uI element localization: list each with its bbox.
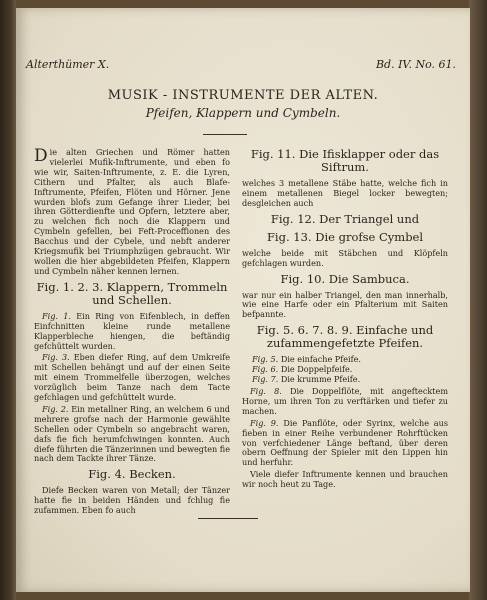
fig4-paragraph: Diefe Becken waren von Metall; der Tänzer hatte fie in beiden Händen und fchlug fie zufammen. Eben fo auch xyxy=(34,485,230,516)
fig11-paragraph: welches 3 metallene Stäbe hatte, welche fich in einem metallenen Biegel locker bewegten; desgleichen auch xyxy=(242,178,448,208)
heading-fig-5-9: Fig. 5. 6. 7. 8. 9. Einfache und zufammengefetzte Pfeifen. xyxy=(256,323,434,351)
left-column xyxy=(34,148,230,518)
book-binding xyxy=(0,0,16,600)
header-section: Alterthümer X. xyxy=(26,58,110,71)
heading-fig-4: Fig. 4. Becken. xyxy=(88,467,176,482)
page-title: MUSIK - INSTRUMENTE DER ALTEN. xyxy=(107,88,379,103)
fig8-paragraph: Fig. 8. Die Doppelflöte, mit angeftecktem Horne, um ihren Ton zu verftärken und tiefer zu machen. xyxy=(242,385,448,416)
heading-fig-13: Fig. 13. Die grofse Cymbel xyxy=(266,229,424,244)
fig2-paragraph: Fig. 2. Ein metallner Ring, an welchem 6 und mehrere grofse nach der Harmonie gewählte Schellen oder Cymbeln so angebracht waren, dafs fie fich herumfchwingen konnten. Auch diefe führten die Tänzerinnen und bewegten fie nach dem Tackte ihrer Tänze. xyxy=(34,403,230,464)
right-column xyxy=(242,148,448,492)
header-volume: Bd. IV. No. 61. xyxy=(375,58,456,71)
drop-cap: D xyxy=(34,146,48,166)
page-subtitle: Pfeifen, Klappern und Cymbeln. xyxy=(145,106,341,120)
pipe-list xyxy=(252,355,448,385)
end-rule xyxy=(198,518,258,519)
fig13-paragraph: welche beide mit Stäbchen und Klöpfeln gefchlagen wurden. xyxy=(242,247,448,268)
title-rule xyxy=(203,134,247,135)
heading-fig-1-2-3: Fig. 1. 2. 3. Klappern, Trommeln und Schellen. xyxy=(36,279,228,307)
heading-fig-11: Fig. 11. Die Ifisklapper oder das Siftrum. xyxy=(250,147,440,174)
fig10-paragraph: war nur ein halber Triangel, den man innerhalb, wie eine Harfe oder ein Pfalterium mit Saiten befpannte. xyxy=(242,289,448,320)
book-edge xyxy=(469,0,487,600)
fig9-paragraph: Fig. 9. Die Panflöte, oder Syrinx, welche aus fieben in einer Reihe verbundener Rohrftücken von verfchiedener Länge beftand, über deren obern Oeffnung der Spieler mit den Lippen hin und herfuhr. xyxy=(242,417,448,468)
list-item: Fig. 6. Die Doppelpfeife. xyxy=(252,364,353,375)
heading-fig-12: Fig. 12. Der Triangel und xyxy=(270,211,420,226)
intro-paragraph: Die alten Griechen und Römer hatten vielerlei Mufik-Inftrumente, und eben fo wie wir, Saiten-Inftrumente, z. E. die Lyren, Cithern und Pfalter, als auch Blafe-Inftrumente, Pfeifen, Flöten und Hörner. Jene wurden blofs zum Gefange ihrer Lieder, bei ihren Götterdienfte und Opfern, letztere aber, zu welchen fich noch die Klappern und Cymbeln gefellen, bei Feft-Proceffionen des Bacchus und der Cybele, und nebft anderer Kriegsmufik bei Triumphzügen gebraucht. Wir wollen die hier abgebildeten Pfeifen, Klappern und Cymbeln näher kennen lernen. xyxy=(34,146,230,276)
closing-paragraph: Viele diefer Inftrumente kennen und brauchen wir noch heut zu Tage. xyxy=(242,469,448,490)
list-item: Fig. 7. Die krumme Pfeife. xyxy=(252,374,361,385)
fig1-paragraph: Fig. 1. Ein Ring von Eifenblech, in deffen Einfchnitten kleine runde metallene Klapperbleche hiengen, die beftändig gefchüttelt wurden. xyxy=(34,310,230,351)
list-item: Fig. 5. Die einfache Pfeife. xyxy=(252,354,361,365)
document-page xyxy=(16,8,470,592)
fig3-paragraph: Fig. 3. Eben diefer Ring, auf dem Umkreife mit Schellen behängt und auf der einen Seite mit einem Trommelfelle überzogen, welches vorzüglich beim Tanze nach dem Tacte gefchlagen und gefchüttelt wurde. xyxy=(34,352,230,403)
heading-fig-10: Fig. 10. Die Sambuca. xyxy=(280,271,410,286)
